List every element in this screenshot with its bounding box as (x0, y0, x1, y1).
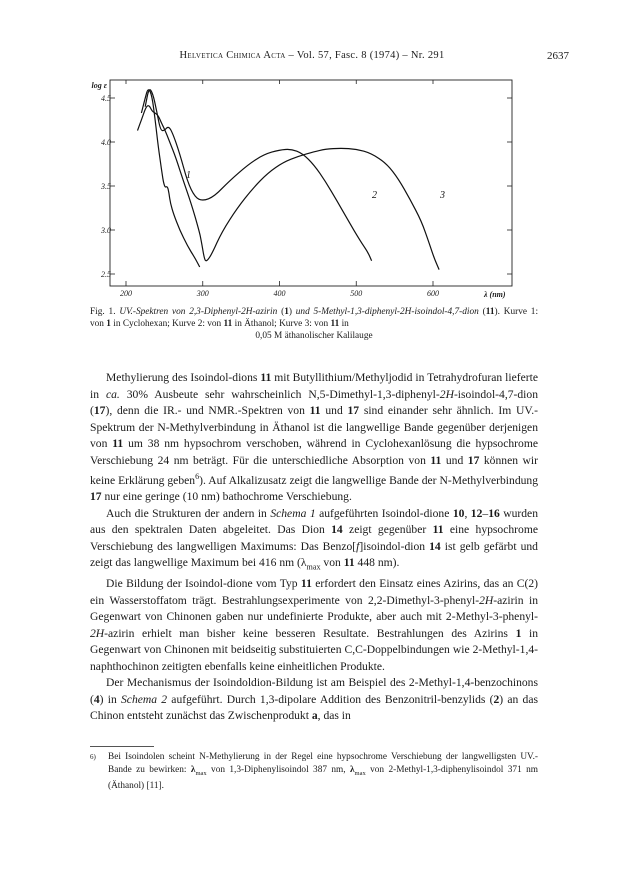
caption-text-2: in Cyclohexan; Kurve 2: von (113, 319, 222, 329)
inline-b: 2 (493, 692, 500, 706)
inline-i: 2H (90, 626, 105, 640)
inline-b: 16 (488, 506, 500, 520)
inline-i: Schema 2 (121, 692, 168, 706)
caption-compound-11b: 11 (223, 319, 233, 329)
inline-b: λ (190, 764, 196, 775)
curve-2 (145, 90, 371, 261)
inline-b: 1 (515, 626, 522, 640)
y-tick-label: 3.5 (101, 182, 111, 191)
inline-b: 11 (309, 404, 321, 417)
y-tick-label: 3.0 (101, 226, 111, 235)
inline-b: 11 (260, 371, 272, 384)
inline-sub: max (354, 769, 366, 777)
caption-last-line: 0,05 M äthanolischer Kalilauge (255, 331, 373, 341)
inline-b: 17 (93, 404, 106, 417)
y-tick-label: 4.0 (101, 138, 111, 147)
journal-header (0, 50, 624, 61)
curve-label-3: 3 (440, 190, 445, 201)
inline-sub: max (195, 769, 207, 777)
caption-title-pre: UV.-Spektren von 2,3-Diphenyl-2H-azirin (119, 307, 278, 317)
curve-label-2: 2 (372, 190, 377, 201)
inline-b: 4 (93, 692, 100, 706)
caption-compound-11: 11 (485, 307, 495, 317)
inline-b: 17 (90, 490, 102, 504)
inline-i: ca. (105, 387, 120, 401)
inline-b: 17 (347, 404, 360, 417)
x-axis-label: λ (nm) (484, 290, 506, 299)
inline-b: λ (349, 764, 355, 775)
caption-text-3: in Äthanol; Kurve 3: von (234, 319, 329, 329)
x-tick-label: 500 (350, 289, 363, 298)
caption-text-4: in (341, 319, 349, 329)
inline-b: 14 (331, 523, 343, 537)
inline-b: 11 (300, 577, 312, 591)
caption-text-1: . Kurve 1: von (90, 307, 539, 329)
body-text (90, 370, 538, 725)
inline-b: 17 (467, 453, 480, 467)
inline-b: 12 (470, 506, 483, 520)
inline-sub: max (306, 562, 321, 572)
curve-label-1: 1 (186, 170, 191, 181)
uv-spectrum-figure (90, 74, 530, 314)
caption-compound-1: 1 (284, 307, 289, 317)
inline-b: 11 (430, 453, 442, 467)
inline-b: 11 (343, 556, 355, 570)
x-tick-label: 300 (196, 289, 209, 298)
paragraph: Methylierung des Isoindol-dions 11 mit Butyllithium/Methyljodid in Tetrahydrofuran lieferte in ca. 30% Ausbeute sehr wahrscheinlich N,5-Dimethyl-1,3-diphenyl-2H-isoindol-4,7-dion (17), denn die IR.- und NMR.-Spektren von 11 und 17 sind einander sehr ähnlich. Im UV.-Spektrum der N-Methylverbindung in Äthanol ist die langwellige Bande gegenüber derjenigen von 11 um 38 nm hypsochrom verschoben, während in Cyclohexanlösung die hypsochrome Verschiebung 24 nm beträgt. Für die unterschiedliche Absorption von 11 und 17 können wir keine Erklärung geben$^6$). Auf Alkalizusatz zeigt die langwellige Bande der N-Methylverbindung 17 nur eine geringe (10 nm) bathochrome Verschiebung. (90, 371, 539, 504)
footnote-text: Bei Isoindolen scheint N-Methylierung in der Regel eine hypsochrome Verschiebung der langwelligsten UV.-Bande zu bewirken: $\lambda_{max}$ von 1,3-Diphenylisoindol 387 nm, $\lambda_{max}$ von 2-Methyl-1,3-diphenylisoindol 371 nm (Äthanol) [11]. (108, 752, 538, 791)
footnote (90, 751, 538, 792)
page-number: 2637 (547, 50, 569, 62)
plot-frame (110, 80, 512, 286)
inline-b: 11 (112, 437, 124, 450)
y-tick-label: 4.5 (101, 94, 111, 103)
journal-details: – Vol. 57, Fasc. 8 (1974) – Nr. 291 (288, 50, 445, 61)
x-tick-label: 200 (120, 289, 132, 298)
caption-compound-11c: 11 (330, 319, 340, 329)
x-tick-label: 600 (427, 289, 439, 298)
inline-sup: 6 (195, 472, 200, 481)
paragraph: Der Mechanismus der Isoindoldion-Bildung ist am Beispiel des 2-Methyl-1,4-benzochinons (4) in Schema 2 aufgeführt. Durch 1,3-dipolare Addition des Benzonitril-benzylids (2) an das Chinon entsteht zunächst das Zwischenprodukt a, das in (90, 676, 538, 723)
inline-b: a (311, 709, 318, 723)
inline-b: 14 (429, 539, 441, 553)
inline-i: 2H (479, 593, 494, 607)
inline-b: 11 (432, 523, 444, 537)
caption-compound-1b: 1 (106, 319, 111, 329)
inline-i: 2H (439, 387, 454, 401)
paragraph: Die Bildung der Isoindol-dione vom Typ 11 erfordert den Einsatz eines Azirins, das an C(2) ein Wasserstoffatom trägt. Bestrahlungsexperimente von 2,2-Dimethyl-3-phenyl-2H-azirin in Gegenwart von Chinonen gaben nur undefinierte Produkte, aber auch mit 2-Methyl-3-phenyl-2H-azirin erhielt man bisher keine besseren Resultate. Bestrahlungen des Azirins 1 in Gegenwart von Chinonen mit beidseitig substituierten C,C-Doppelbindungen wie 2-Methyl-1,4-naphthochinon zeitigten ebenfalls keine einheitlichen Produkte. (90, 577, 539, 673)
inline-i: f (356, 539, 360, 553)
caption-label: Fig. 1. (90, 307, 116, 317)
inline-i: Schema 1 (270, 506, 316, 520)
footnote-rule (90, 746, 154, 747)
running-header (0, 50, 624, 66)
inline-b: 10 (452, 506, 465, 520)
caption-title-mid: und 5-Methyl-1,3-diphenyl-2H-isoindol-4,7-dion (295, 307, 479, 317)
journal-name: Helvetica Chimica Acta (179, 50, 286, 61)
paragraph: Auch die Strukturen der andern in Schema 1 aufgeführten Isoindol-dione 10, 12–16 wurden aus den spektralen Daten abgeleitet. Das Dion 14 zeigt gegenüber 11 eine hypsochrome Verschiebung des langwelligen Maximums: Das Benzo[f]isoindol-dion 14 ist gelb gefärbt und zeigt das langwellige Maximum bei 416 nm ($\lambda_{max}$ von 11 448 nm). (90, 506, 539, 572)
y-tick-label: 2.5 (101, 270, 111, 279)
curve-3 (138, 106, 440, 270)
footnote-mark: 6) (90, 753, 96, 761)
y-axis-label: log ε (91, 81, 107, 90)
figure-caption: Fig. 1. UV.-Spektren von 2,3-Diphenyl-2H-azirin (1) und 5-Methyl-1,3-diphenyl-2H-isoindol-4,7-dion (11). Kurve 1: von 1 in Cyclohexan; Kurve 2: von 11 in Äthanol; Kurve 3: von 11 in 0,05 M äthanolischer Kalilauge (90, 307, 539, 341)
x-tick-label: 400 (273, 289, 286, 298)
uv-spectrum-chart (90, 74, 530, 314)
